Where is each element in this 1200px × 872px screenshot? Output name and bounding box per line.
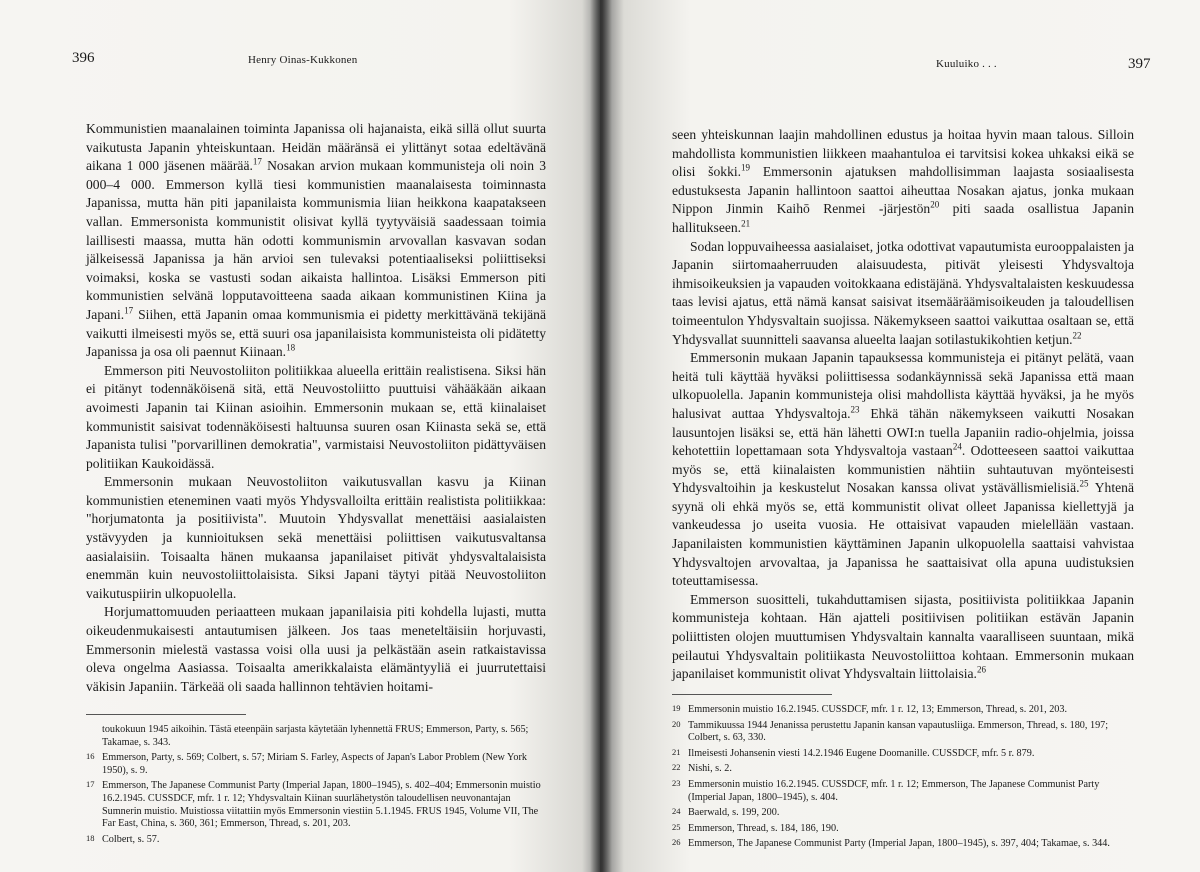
footnote: 23 Emmersonin muistio 16.2.1945. CUSSDCF, mfr. 1 r. 12; Emmerson, The Japanese Communist Party (Imperial Japan, 1800–1945), s. 404. — [672, 777, 1100, 803]
footnote-ref[interactable]: 20 — [930, 199, 940, 210]
paragraph: Emmerson piti Neuvostoliiton politiikkaa alueella erittäin realistisena. Siksi hän ei pitänyt todennäköisenä sitä, että Neuvostoliitto puuttuisi vähääkään aikaan avoimesti Japanin tai Kiinan asioihin. Emmersonin mukaan se, että kiinalaiset kommunistit saisivat todennäköisesti haltuunsa suuren osan Kiinasta sekä se, että Japanista tulisi "porvarillinen demokratia", varmistaisi Neuvostoliiton pidättyväisen politiikan Kaukoidässä. — [86, 362, 546, 471]
footnote-ref[interactable]: 26 — [976, 664, 986, 675]
footnote-ref[interactable]: 21 — [741, 218, 751, 229]
paragraph: Kommunistien maanalainen toiminta Japanissa oli hajanaista, eikä sillä ollut suurta vaikutusta Japanin yhteiskuntaan. Heidän määränsä ei ylittänyt sotaa edeltävänä aikana 1 000 jäsenen määrää.$^{17}$ Nosakan arvion mukaan kommunisteja oli noin 3 000–4 000. Emmerson kyllä tiesi kommunistien maanalaisesta toiminnasta Japanissa, mutta hän piti japanilaista kommunismia liian heikkona kaapatakseen vallan. Emmersonista kommunistit olisivat kyllä tyytyväisiä saadessaan toimia laillisesti maassa, mutta hän odotti kommunismin arvovallan kasvavan sodan jälkeisessä Japanissa ja hän arvioi sen tulevaksi potentiaaliseksi poliittiseksi voimaksi, koska se vastusti sodan aikaista hallintoa. Lisäksi Emmerson piti kommunistien selvänä lopputavoitteena saada aikaan kommunistinen Kiina ja Japani.$^{17}$ Siihen, että Japanin omaa kommunismia ei pidetty merkittävänä tekijänä vaikutti ilmeisesti myös se, että suuri osa japanilaisista kommunisteista oli pidätetty Japanissa ja osa oli paennut Kiinaan.$^{18}$ — [86, 121, 546, 360]
footnote-ref[interactable]: 24 — [952, 441, 962, 452]
footnote-ref[interactable]: 17 — [252, 156, 262, 167]
footnote: toukokuun 1945 aikoihin. Tästä eteenpäin sarjasta käytetään lyhennettä FRUS; Emmerson, Party, s. 565; Takamae, s. 343. — [102, 724, 529, 748]
footnote-divider — [86, 714, 246, 715]
footnote-ref[interactable]: 18 — [286, 342, 296, 353]
paragraph: Emmersonin mukaan Japanin tapauksessa kommunisteja ei pitänyt pelätä, vaan heitä tuli käyttää hyväksi poliittisessa sodankäynnissä sekä Japanissa että maan ulkopuolella. Japanin kommunisteja olisi mahdollista käyttää hyväksi, ja he myös halusivat auttaa Yhdysvaltoja.$^{23}$ Ehkä tähän näkemykseen vaikutti Nosakan lausuntojen lisäksi se, että hän lähetti OWI:n tuella Japaniin radio-ohjelmia, joissa kehotettiin lopettamaan sota Yhdysvaltoja vastaan$^{24}$. Odotteeseen saattoi vaikuttaa myös se, että kiinalaisten kommunistien nähtiin suhtautuvan myönteisesti Yhdysvaltoihin ja keskustelut Nosakan kanssa olivat ystävällismielisiä.$^{25}$ Yhtenä syynä oli ehkä myös se, että kommunistit olivat olleet Japanissa kiellettyjä ja vankeudessa jo useita vuosia. He ottaisivat vapauden mielellään vastaan. Japanilaisten kommunistien käyttäminen Japanin ulkopuolella saattaisi vahvistaa Yhdysvaltojen arvovaltaa, ja Japanissa he saattaisivat olla apuna uudistuksien toteuttamisessa. — [672, 350, 1134, 589]
footnote: 22 Nishi, s. 2. — [672, 762, 732, 775]
footnotes — [86, 724, 548, 847]
paragraph: seen yhteiskunnan laajin mahdollinen edustus ja hoitaa hyvin maan talous. Silloin mahdollista kommunistien liikkeen maahantuloa ei tarvitsisi kokea uhkaksi eikä se olisi šokki.$^{19}$ Emmersonin ajatuksen mahdollisimman laajasta sosiaalisesta edustuksesta Japanin hallintoon saattoi aiheuttaa Nosakan ajatus, jonka mukaan Nippon Jinmin Kaihō Renmei -järjestön$^{20}$ piti saada osallistua Japanin hallitukseen.$^{21}$ — [672, 127, 1135, 235]
body-text — [672, 126, 1134, 684]
paragraph: Horjumattomuuden periaatteen mukaan japanilaisia piti kohdella lujasti, mutta oikeudenmukaisesti antautumisen jälkeen. Jos taas meneteltäisiin horjuvasti, Emmersonin mielestä vastassa voisi olla uusi ja pelkästään asein ratkaistavissa oleva ongelma Aasiassa. Toisaalta amerikkalaista elämäntyyliä ei juurrutettaisi väkisin Japaniin. Tärkeää oli saada hallinnon tehtävien hoitami- — [86, 604, 546, 694]
footnote: 25 Emmerson, Thread, s. 184, 186, 190. — [672, 821, 839, 834]
footnote-ref[interactable]: 17 — [124, 305, 134, 316]
paragraph: Emmerson suositteli, tukahduttamisen sijasta, positiivista politiikkaa Japanin kommunisteja kohtaan. Hän ajatteli positiivisen politiikan estävän Japanin poliittisten olojen muuttumisen Yhdysvaltain kannalta vaaralliseen suuntaan, mikä peilautui Yhdysvaltain politiikasta Neuvostoliittoa kohtaan. Emmersonin mukaan japanilaiset kommunistit olivat Yhdysvaltain liittolaisia.$^{26}$ — [672, 591, 1134, 682]
body-text — [86, 120, 546, 696]
footnote: 24 Baerwald, s. 199, 200. — [672, 806, 780, 819]
footnote: 21 Ilmeisesti Johansenin viesti 14.2.1946 Eugene Doomanille. CUSSDCF, mfr. 5 r. 879. — [672, 746, 1035, 759]
running-head: Kuuluiko . . . — [936, 58, 997, 70]
footnote: 16 Emmerson, Party, s. 569; Colbert, s. 57; Miriam S. Farley, Aspects of Japan's Labor Problem (New York 1950), s. 9. — [86, 751, 527, 776]
footnote-ref[interactable]: 25 — [1079, 478, 1089, 489]
footnote-ref[interactable]: 19 — [741, 162, 751, 173]
footnote: 19 Emmersonin muistio 16.2.1945. CUSSDCF, mfr. 1 r. 12, 13; Emmerson, Thread, s. 201, 203. — [672, 703, 1068, 715]
paragraph: Emmersonin mukaan Neuvostoliiton vaikutusvallan kasvu ja Kiinan kommunistien eteneminen vaati myös Yhdysvalloilta erittäin realistista politiikkaa: "horjumatonta ja positiivista". Muutoin Yhdysvallat menettäisi aasialaisten ystävyyden ja kunnioituksen sekä menettäisi poliittisen vaikutusvaltansa aasialaisiin. Toisaalta hänen mukaansa japanilaiset pitivät yhdysvaltalaisista enemmän kuin neuvostoliittolaisista. Siksi Japani täytyi pitää Neuvostoliiton vaikutuspiirin ulkopuolella. — [86, 474, 546, 601]
right-page — [600, 0, 1200, 872]
page-number: 396 — [72, 50, 95, 66]
paragraph: Sodan loppuvaiheessa aasialaiset, jotka odottivat vapautumista eurooppalaisten ja Japanin siirtomaaherruuden alaisuudesta, pitivät yleisesti Yhdysvaltoja ihmisoikeuksien ja vapauden voitokkaana edistäjänä. Yhdysvaltalaisten keskuudessa taas levisi ajatus, että nämä kansat saisivat itsemääräämisoikeuden ja taloudellisen toimeentulon Yhdysvaltain suojissa. Näkemykseen saattoi vaikuttaa osaltaan se, että Yhdysvallat suunnitteli saavansa alueelta laajan sotilastukikohtien ketjun.$^{22}$ — [672, 238, 1134, 347]
footnote-ref[interactable]: 22 — [1072, 330, 1082, 340]
footnote: 17 Emmerson, The Japanese Communist Party (Imperial Japan, 1800–1945), s. 402–404; Emmersonin muistio 16.2.1945. CUSSDCF, mfr. 1 r. 12; Yhdysvaltain Kiinan suurlähetystön taloudellisen neuvonantajan Sumnerin muistio. Muistiossa viitattiin myös Emmersonin viestiin 5.1.1945. FRUS 1945, Volume VII, The Far East, China, s. 360, 361; Emmerson, Thread, s. 201, 203. — [86, 779, 541, 830]
page-number: 397 — [1128, 56, 1151, 72]
footnote-divider — [672, 694, 832, 695]
footnote-ref[interactable]: 23 — [850, 404, 860, 415]
footnote: 18 Colbert, s. 57. — [86, 832, 160, 845]
footnotes — [672, 702, 1136, 852]
footnote: 26 Emmerson, The Japanese Communist Party (Imperial Japan, 1800–1945), s. 397, 404; Takamae, s. 344. — [672, 837, 1110, 850]
running-head: Henry Oinas-Kukkonen — [248, 54, 358, 66]
footnote: 20 Tammikuussa 1944 Jenanissa perustettu Japanin kansan vapautusliiga. Emmerson, Thread, s. 180, 197; Colbert, s. 63, 330. — [672, 718, 1109, 744]
